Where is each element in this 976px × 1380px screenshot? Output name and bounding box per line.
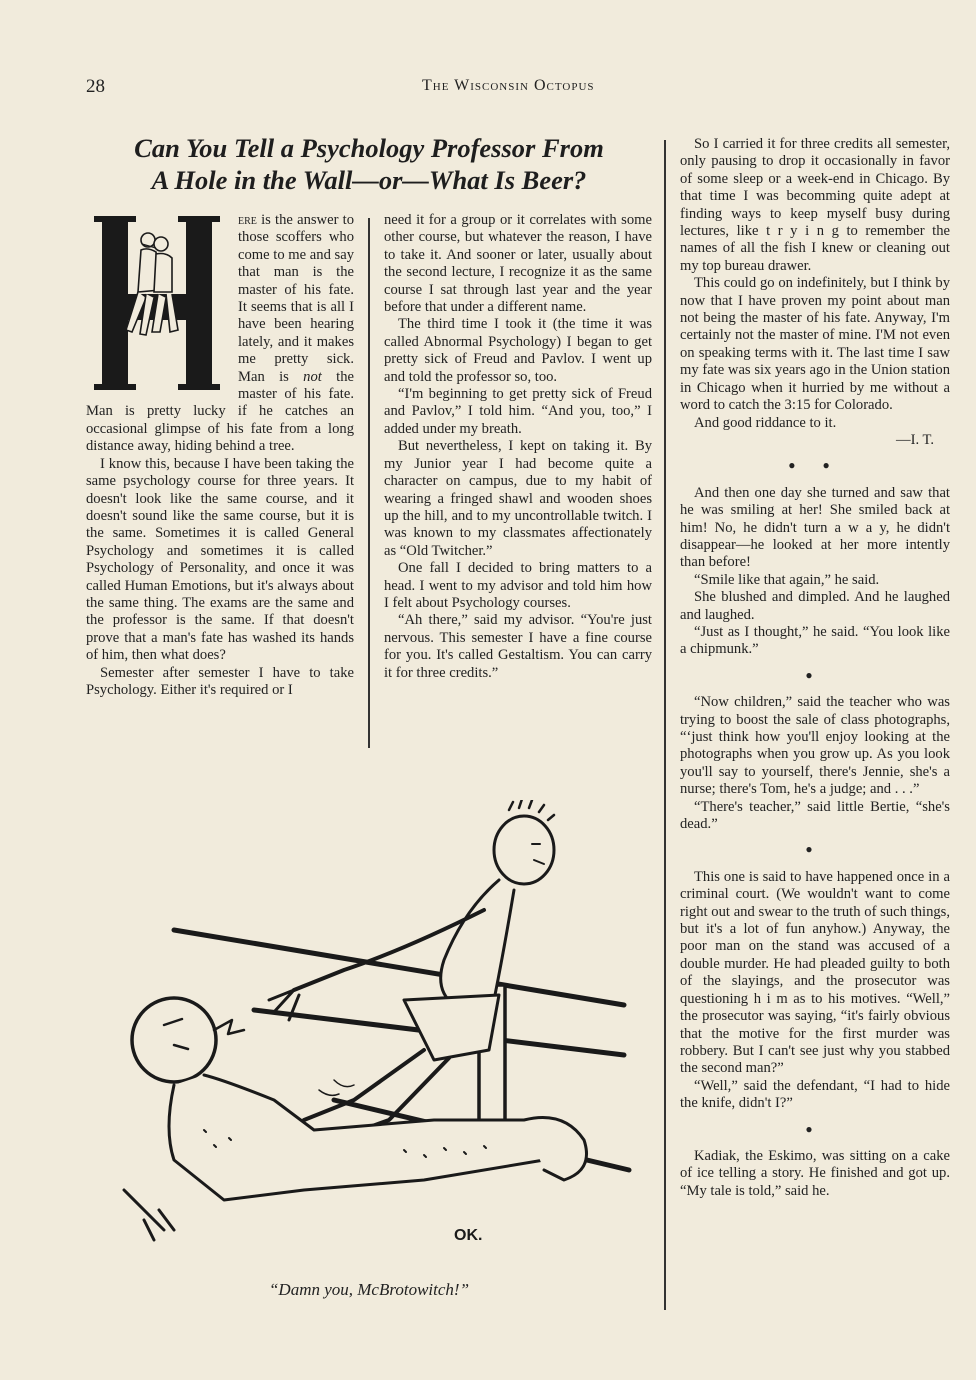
joke-paragraph: Kadiak, the Eskimo, was sitting on a cake of ice telling a story. He finished and got up. “My tale is told,” said he. xyxy=(680,1147,950,1199)
col2-paragraph: “Ah there,” said my advisor. “You're just nervous. This semester I have a fine course for you. It's called Gestaltism. You can carry it for three credits.” xyxy=(384,612,652,681)
joke-paragraph: “Well,” said the defendant, “I had to hide the knife, didn't I?” xyxy=(680,1077,950,1112)
article-title-line-1: Can You Tell a Psychology Professor From xyxy=(134,133,604,163)
joke-paragraph: “Now children,” said the teacher who was trying to boost the sale of class photographs, “‘just think how you'll enjoy looking at the photographs when you grow up. As you look you'll say to yourself, there's Jennie, she's a nurse; there's Tom, he's a judge; and . . .” xyxy=(680,694,950,798)
separator-dot: ● xyxy=(805,1121,825,1136)
col2-paragraph: “I'm beginning to get pretty sick of Freud and Pavlov,” I told him. “And you, too,” I added under my breath. xyxy=(384,386,652,437)
col2-paragraph: need it for a group or it correlates with some other course, but whatever the reason, I have to take it. And sooner or later, usually about the second lecture, I recognize it as the same course I sat through last year and the year before that under a different name. xyxy=(384,212,652,316)
col2-paragraph: One fall I decided to bring matters to a head. I went to my advisor and told him how I felt about Psychology courses. xyxy=(384,560,652,611)
boxing-cartoon xyxy=(104,800,644,1270)
joke-paragraph: She blushed and dimpled. And he laughed and laughed. xyxy=(680,589,950,623)
article-column-1 xyxy=(86,212,354,699)
col3-paragraph: So I carried it for three credits all semester, only pausing to drop it occasionally in favor of some sleep or a week-end in Chicago. By that time I was becomming quite adept at finding ways to keep myself busy during lectures, like t r y i n g to remember the names of all the fish I knew or cleaning out my top bureau drawer. xyxy=(680,136,950,274)
joke-paragraph: This one is said to have happened once in a criminal court. (We wouldn't want to come right out and swear to the truth of such things, but it's a lot of fun anyhow.) Anyway, the poor man on the stand was accused of a double murder. He had pleaded guilty to both of the slayings, and the prosecutor was questioning h i m as to his motives. “Well,” the prosecutor was saying, “it's fairly obvious that the motive for the first murder was robbery. But I can't see just why you stabbed the second man?” xyxy=(680,868,950,1077)
col1-paragraph: I know this, because I have been taking the same psychology course for three years. It doesn't look like the same course, and it doesn't sound like the same course, but it is the same. Sometimes it is called General Psychology and sometimes it is called Psychology of Personality, and once it was called Human Emotions, but it's always about the same thing. The exams are the same and the professor is the same. If that doesn't prove that a man's fate has washed its hands of him, then what does? xyxy=(86,455,354,664)
separator-dots: ● ● xyxy=(788,458,842,473)
article-column-2 xyxy=(384,212,652,682)
col1-paragraph: Semester after semester I have to take Psychology. Either it's required or I xyxy=(86,664,354,698)
dropcap-illustration xyxy=(86,212,228,390)
page-number: 28 xyxy=(86,76,105,97)
separator-dot: ● xyxy=(805,842,825,857)
article-signature: —I. T. xyxy=(896,431,934,448)
sidebar-column xyxy=(680,136,950,1200)
first-para-emphasis: not xyxy=(303,368,322,385)
joke-paragraph: “Smile like that again,” he said. xyxy=(694,571,880,588)
joke-paragraph: “Just as I thought,” he said. “You look like a chipmunk.” xyxy=(680,623,950,658)
column-rule xyxy=(664,140,666,1310)
first-para-lead: ere xyxy=(238,212,257,228)
joke-paragraph: And then one day she turned and saw that he was smiling at her! She smiled back at him! No, he didn't turn a w a y, he didn't disappear—he looked at her more intently than before! xyxy=(680,484,950,571)
running-head: The Wisconsin Octopus xyxy=(422,77,595,94)
first-para-text: is the answer to those scoffers who come to me and say that man is the master of his fate. It seems that is all I have been hearing lately, and it makes me pretty sick. Man is xyxy=(238,212,354,385)
cartoon-caption: “Damn you, McBrotowitch!” xyxy=(268,1280,470,1299)
col3-paragraph: And good riddance to it. xyxy=(694,414,837,431)
article-title-line-2: A Hole in the Wall—or—What Is Beer? xyxy=(151,165,587,195)
col3-paragraph: This could go on indefinitely, but I think by now that I have proven my point about man not being the master of his fate. Anyway, I'm certainly not the master of mine. I'M not even on speaking terms with it. The last time I saw my fate was six years ago in the Union station in Chicago when it hurried by me without a word to catch the 3:15 for Colorado. xyxy=(680,275,950,414)
column-rule xyxy=(368,218,370,748)
first-para-end: the master of his fate. Man is pretty lucky if he catches an occasional glimpse of his fate from a long distance away, hiding behind a tree. xyxy=(86,368,354,455)
joke-paragraph: “There's teacher,” said little Bertie, “she's dead.” xyxy=(680,798,950,833)
separator-dot: ● xyxy=(805,667,825,682)
artist-initials: OK. xyxy=(454,1227,483,1244)
col2-paragraph: The third time I took it (the time it was called Abnormal Psychology) I began to get pretty sick of Freud and Pavlov. I went up and told the professor so, too. xyxy=(384,316,652,385)
col2-paragraph: But nevertheless, I kept on taking it. By my Junior year I had become quite a character on campus, due to my habit of wearing a fringed shawl and wooden shoes up the hill, and to my uncontrollable twitch. I was known to my classmates affectionately as “Old Twitcher.” xyxy=(384,438,652,559)
article-title xyxy=(86,132,652,196)
dropcap-letter-art xyxy=(86,212,228,390)
